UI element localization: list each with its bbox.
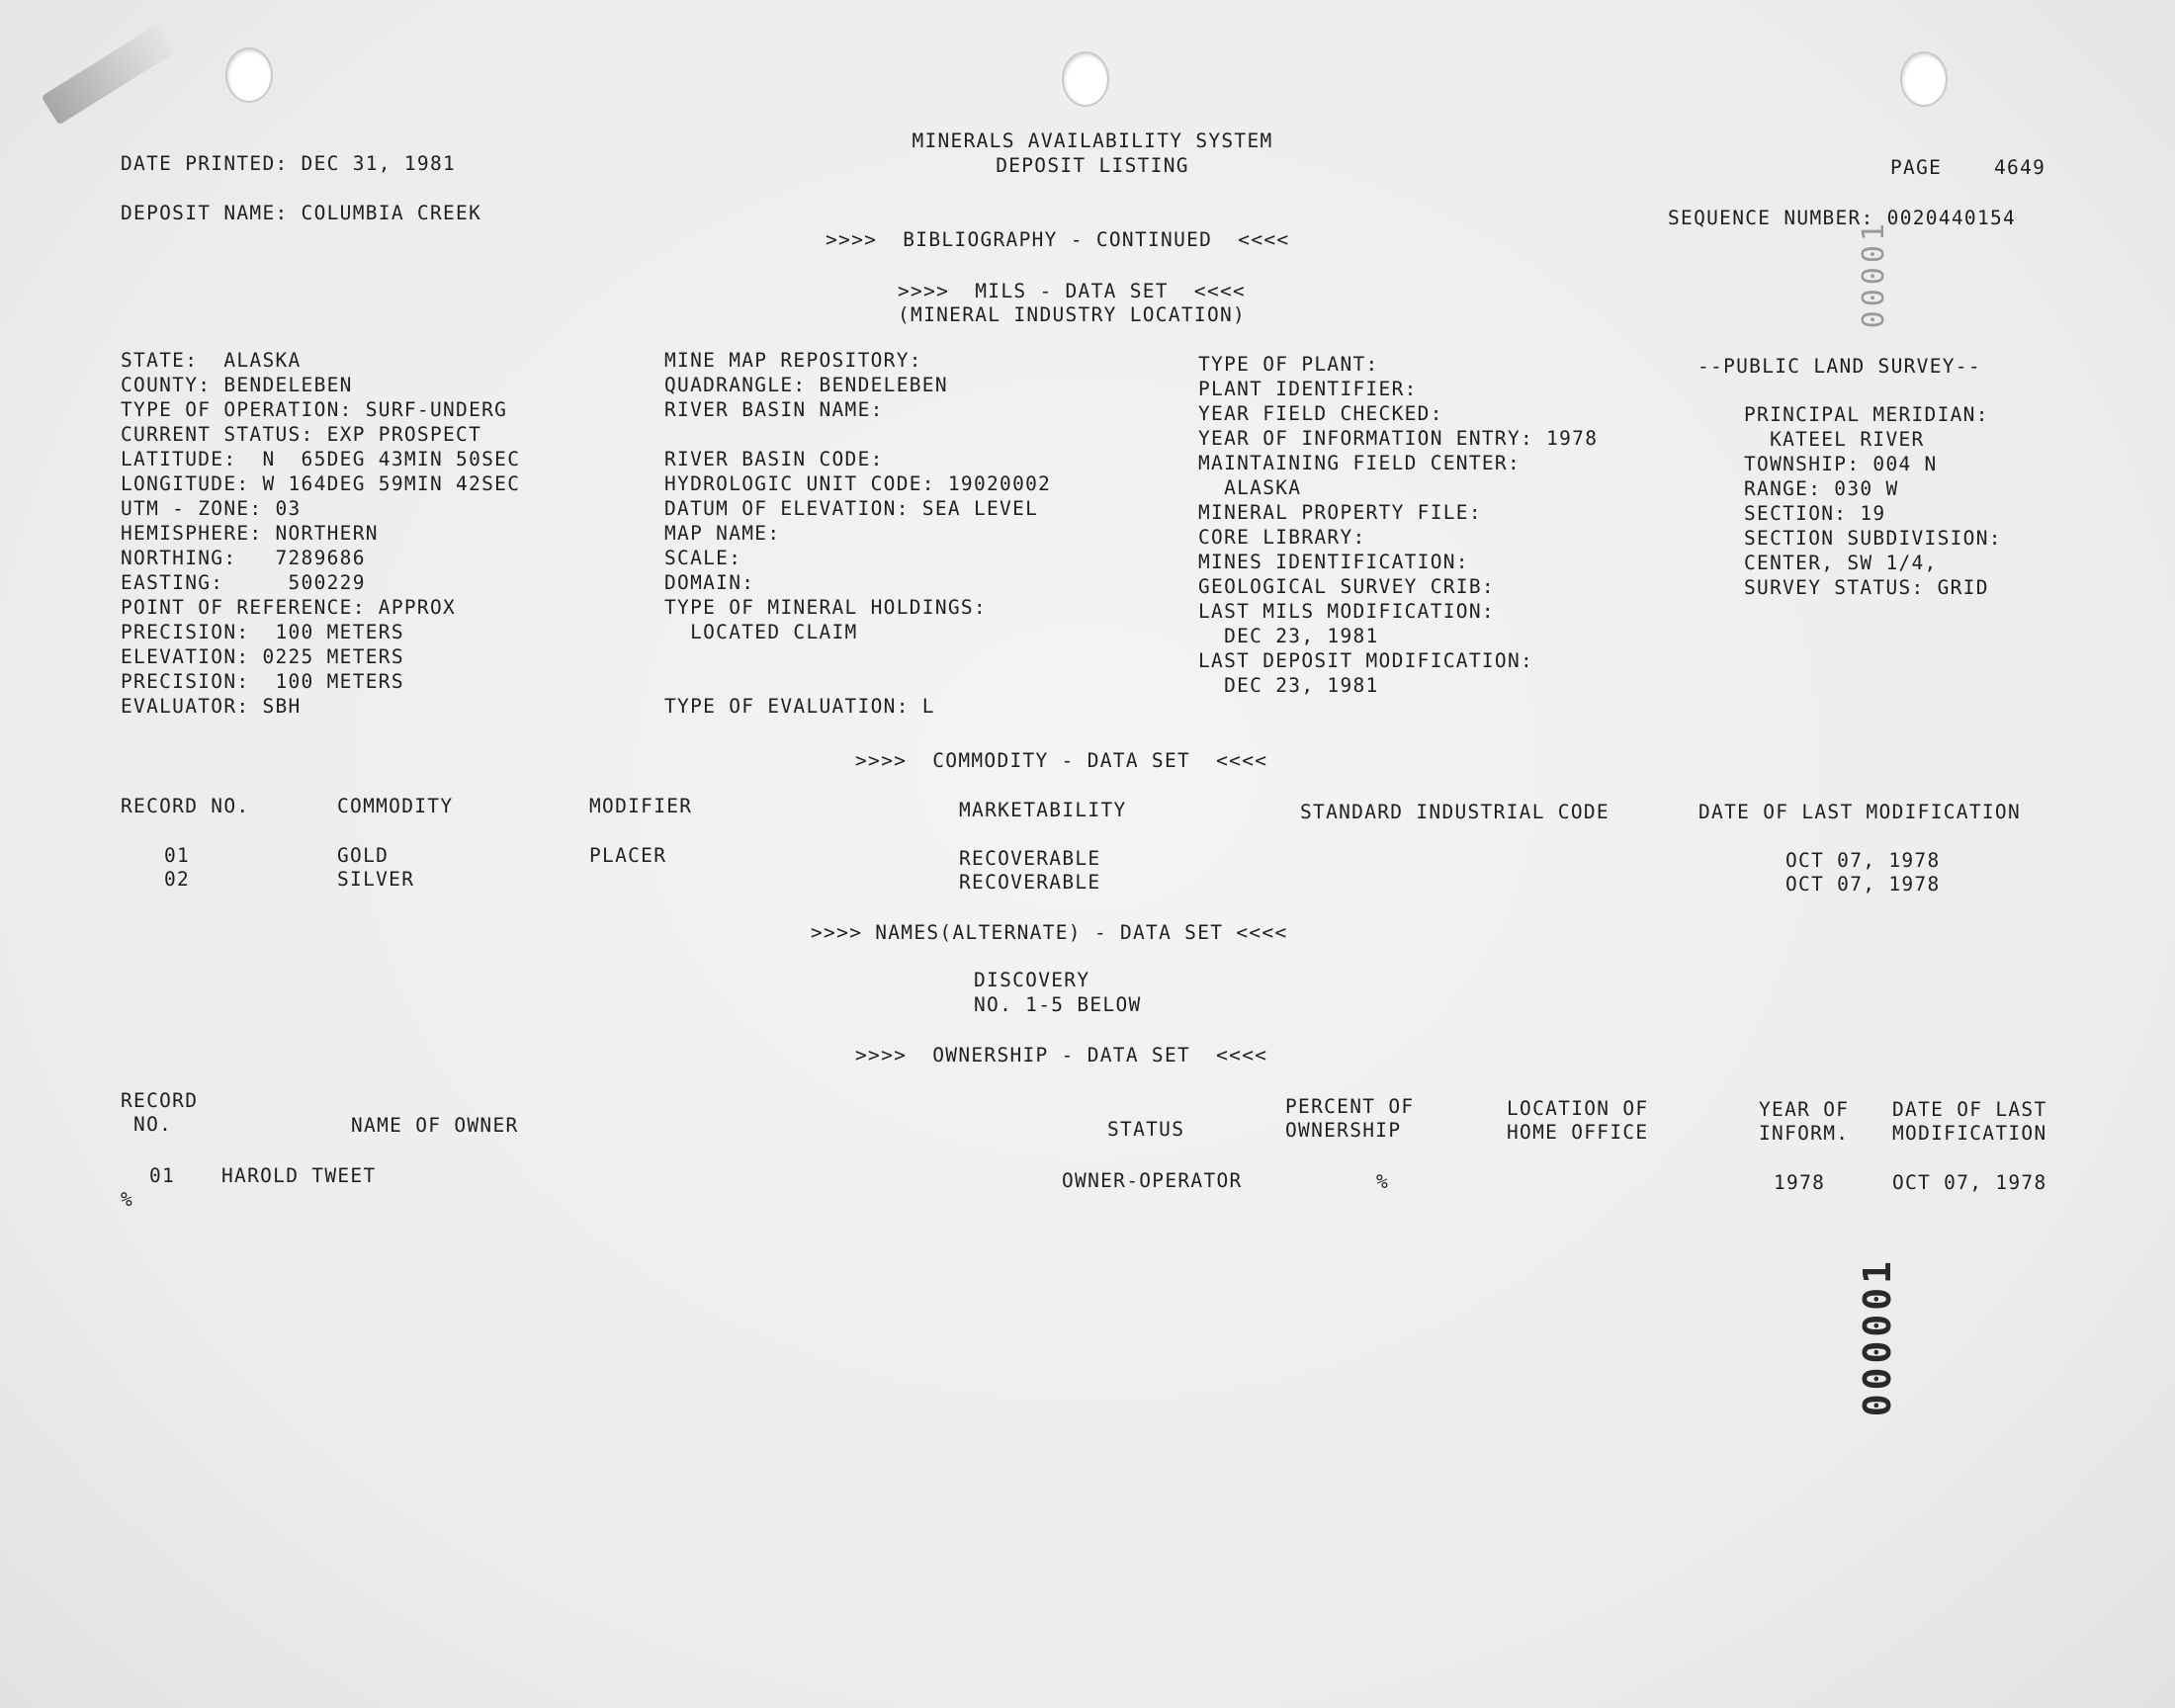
- commodity-header-marketability: MARKETABILITY: [959, 799, 1127, 821]
- commodity-header-sic: STANDARD INDUSTRIAL CODE: [1300, 801, 1610, 823]
- mils-field: DATUM OF ELEVATION: SEA LEVEL: [664, 497, 1039, 520]
- commodity-marketability: RECOVERABLE: [959, 847, 1101, 870]
- page-number: 4649: [1994, 156, 2046, 179]
- mils-field: MAP NAME:: [664, 522, 781, 545]
- mils-field: LAST DEPOSIT MODIFICATION:: [1198, 649, 1534, 672]
- mils-field: LOCATED CLAIM: [664, 621, 858, 643]
- mils-field: SCALE:: [664, 547, 742, 569]
- owner-percent: %: [1376, 1170, 1390, 1193]
- mils-field: ELEVATION: 0225 METERS: [121, 645, 404, 668]
- commodity-marketability: RECOVERABLE: [959, 871, 1101, 894]
- mils-field: GEOLOGICAL SURVEY CRIB:: [1198, 575, 1495, 598]
- mils-field: UTM - ZONE: 03: [121, 497, 302, 520]
- commodity-header-record: RECORD NO.: [121, 795, 250, 817]
- alternate-name: NO. 1-5 BELOW: [974, 993, 1142, 1016]
- mils-field: LAST MILS MODIFICATION:: [1198, 600, 1495, 623]
- mils-field: [664, 669, 1051, 694]
- mils-field: POINT OF REFERENCE: APPROX: [121, 596, 457, 619]
- ownership-header-percent: OWNERSHIP: [1285, 1119, 1402, 1142]
- owner-date: OCT 07, 1978: [1892, 1171, 2047, 1194]
- section-mils-subtitle: (MINERAL INDUSTRY LOCATION): [898, 303, 1247, 326]
- mils-field: CURRENT STATUS: EXP PROSPECT: [121, 423, 482, 446]
- mils-field: YEAR OF INFORMATION ENTRY: 1978: [1198, 427, 1599, 450]
- public-land-survey-title: --PUBLIC LAND SURVEY--: [1697, 355, 1981, 378]
- mils-field: [664, 422, 1051, 447]
- commodity-modifier: PLACER: [589, 844, 667, 867]
- mils-field: SURVEY STATUS: GRID: [1744, 576, 1989, 599]
- mils-field: QUADRANGLE: BENDELEBEN: [664, 374, 948, 396]
- owner-name: HAROLD TWEET: [221, 1164, 377, 1187]
- mils-field: STATE: ALASKA: [121, 349, 302, 372]
- ownership-header-record: NO.: [121, 1113, 173, 1136]
- end-of-record-mark: %: [121, 1188, 134, 1211]
- mils-field: KATEEL RIVER: [1744, 428, 1925, 451]
- mils-field: EVALUATOR: SBH: [121, 695, 302, 718]
- ownership-header-date: DATE OF LAST: [1892, 1098, 2047, 1121]
- page-label: PAGE: [1890, 156, 1943, 179]
- punch-hole-right: [1900, 51, 1948, 107]
- mils-field: TYPE OF OPERATION: SURF-UNDERG: [121, 398, 508, 421]
- owner-year: 1978: [1774, 1171, 1826, 1194]
- mils-field: DEC 23, 1981: [1198, 625, 1379, 647]
- ownership-header-status: STATUS: [1107, 1118, 1185, 1141]
- listing-title: DEPOSIT LISTING: [996, 154, 1189, 177]
- commodity-header-commodity: COMMODITY: [337, 795, 454, 817]
- mils-field: MINE MAP REPOSITORY:: [664, 349, 922, 372]
- mils-field: MINES IDENTIFICATION:: [1198, 551, 1469, 573]
- owner-status: OWNER-OPERATOR: [1062, 1169, 1243, 1192]
- section-names: >>>> NAMES(ALTERNATE) - DATA SET <<<<: [811, 921, 1288, 944]
- ownership-header-percent: PERCENT OF: [1285, 1095, 1415, 1118]
- mils-column-survey: [1744, 402, 2002, 600]
- mils-field: YEAR FIELD CHECKED:: [1198, 402, 1443, 425]
- mils-field: NORTHING: 7289686: [121, 547, 366, 569]
- mils-column-plant: [1198, 352, 1598, 698]
- mils-field: HEMISPHERE: NORTHERN: [121, 522, 379, 545]
- deposit-name: DEPOSIT NAME: COLUMBIA CREEK: [121, 202, 482, 224]
- section-commodity: >>>> COMMODITY - DATA SET <<<<: [855, 749, 1268, 772]
- mils-field: SECTION SUBDIVISION:: [1744, 527, 2002, 550]
- section-mils: >>>> MILS - DATA SET <<<<: [898, 280, 1247, 302]
- commodity-name: GOLD: [337, 844, 390, 867]
- mils-field: RIVER BASIN NAME:: [664, 398, 884, 421]
- date-printed: DATE PRINTED: DEC 31, 1981: [121, 152, 457, 175]
- mils-field: PLANT IDENTIFIER:: [1198, 378, 1418, 400]
- mils-field: PRINCIPAL MERIDIAN:: [1744, 403, 1989, 426]
- mils-field: DOMAIN:: [664, 571, 755, 594]
- mils-field: PRECISION: 100 METERS: [121, 621, 404, 643]
- mils-field: MAINTAINING FIELD CENTER:: [1198, 452, 1521, 474]
- system-title: MINERALS AVAILABILITY SYSTEM: [912, 129, 1273, 152]
- mils-field: MINERAL PROPERTY FILE:: [1198, 501, 1482, 524]
- sequence-number: SEQUENCE NUMBER: 0020440154: [1668, 207, 2017, 229]
- ownership-header-location: LOCATION OF: [1507, 1097, 1649, 1120]
- mils-field: SECTION: 19: [1744, 502, 1886, 525]
- mils-field: PRECISION: 100 METERS: [121, 670, 404, 693]
- alternate-name: DISCOVERY: [974, 969, 1090, 991]
- commodity-record: 01: [164, 844, 191, 867]
- section-ownership: >>>> OWNERSHIP - DATA SET <<<<: [855, 1044, 1268, 1067]
- ownership-header-year: INFORM.: [1759, 1122, 1850, 1145]
- mils-field: [664, 644, 1051, 669]
- mils-field: COUNTY: BENDELEBEN: [121, 374, 353, 396]
- commodity-date: OCT 07, 1978: [1785, 849, 1941, 872]
- mils-field: HYDROLOGIC UNIT CODE: 19020002: [664, 472, 1052, 495]
- mils-field: EASTING: 500229: [121, 571, 366, 594]
- mils-column-map: [664, 348, 1051, 719]
- mils-field: TOWNSHIP: 004 N: [1744, 453, 1938, 475]
- mils-column-location: [121, 348, 520, 719]
- section-bibliography: >>>> BIBLIOGRAPHY - CONTINUED <<<<: [826, 228, 1290, 251]
- commodity-header-modifier: MODIFIER: [589, 795, 693, 817]
- ownership-record: 01: [149, 1164, 176, 1187]
- margin-stamp-upper: 00001: [1857, 219, 1891, 329]
- ownership-header-location: HOME OFFICE: [1507, 1121, 1649, 1144]
- mils-field: RANGE: 030 W: [1744, 477, 1899, 500]
- ownership-header-record: RECORD: [121, 1089, 199, 1112]
- mils-field: CORE LIBRARY:: [1198, 526, 1366, 549]
- commodity-date: OCT 07, 1978: [1785, 873, 1941, 896]
- mils-field: TYPE OF MINERAL HOLDINGS:: [664, 596, 987, 619]
- mils-field: CENTER, SW 1/4,: [1744, 552, 1938, 574]
- mils-field: RIVER BASIN CODE:: [664, 448, 884, 470]
- commodity-record: 02: [164, 868, 191, 891]
- commodity-header-date: DATE OF LAST MODIFICATION: [1698, 801, 2021, 823]
- punch-hole-center: [1062, 51, 1109, 107]
- ownership-header-name: NAME OF OWNER: [351, 1114, 519, 1137]
- commodity-name: SILVER: [337, 868, 415, 891]
- mils-field: ALASKA: [1198, 476, 1302, 499]
- margin-stamp-lower: 000001: [1856, 1257, 1899, 1417]
- mils-field: TYPE OF PLANT:: [1198, 353, 1379, 376]
- punch-hole-left: [225, 47, 273, 103]
- ownership-header-date: MODIFICATION: [1892, 1122, 2047, 1145]
- mils-field: LATITUDE: N 65DEG 43MIN 50SEC: [121, 448, 521, 470]
- mils-field: LONGITUDE: W 164DEG 59MIN 42SEC: [121, 472, 521, 495]
- mils-field: TYPE OF EVALUATION: L: [664, 695, 935, 718]
- mils-field: DEC 23, 1981: [1198, 674, 1379, 697]
- ownership-header-year: YEAR OF: [1759, 1098, 1850, 1121]
